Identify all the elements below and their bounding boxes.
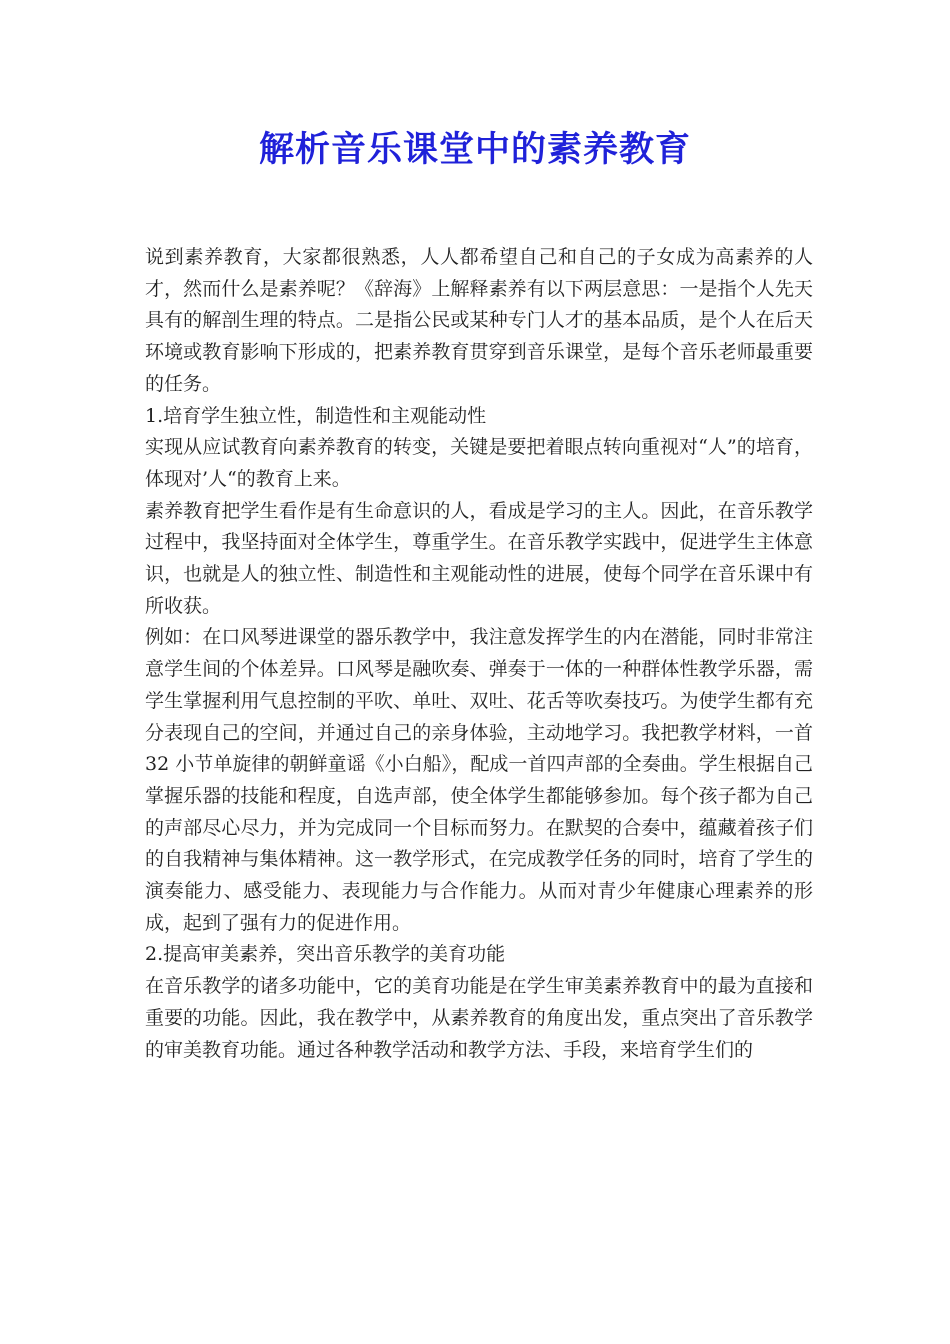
section-heading-1: 1.培育学生独立性，制造性和主观能动性 xyxy=(145,404,487,427)
document-title: 解析音乐课堂中的素养教育 xyxy=(258,130,691,170)
paragraph: 在音乐教学的诸多功能中，它的美育功能是在学生审美素养教育中的最为直接和重要的功能。因此，我在教学中，从素养教育的角度出发，重点突出了音乐教学的审美教育功能。通过各种教学活动和教学方法、手段，来培育学生们的 xyxy=(145,975,813,1061)
section-heading-2: 2.提高审美素养，突出音乐教学的美育功能 xyxy=(145,943,506,966)
paragraph-intro: 说到素养教育，大家都很熟悉，人人都希望自己和自己的子女成为高素养的人才，然而什么是素养呢？《辞海》上解释素养有以下两层意思：一是指个人先天具有的解剖生理的特点。二是指公民或某种专门人才的基本品质，是个人在后天环境或教育影响下形成的，把素养教育贯穿到音乐课堂，是每个音乐老师最重要的任务。 xyxy=(145,246,813,395)
paragraph: 素养教育把学生看作是有生命意识的人，看成是学习的主人。因此，在音乐教学过程中，我坚持面对全体学生，尊重学生。在音乐教学实践中，促进学生主体意识，也就是人的独立性、制造性和主观能动性的进展，使每个同学在音乐课中有所收获。 xyxy=(145,499,813,617)
paragraph-example: 例如：在口风琴进课堂的器乐教学中，我注意发挥学生的内在潜能，同时非常注意学生间的个体差异。口风琴是融吹奏、弹奏于一体的一种群体性教学乐器，需学生掌握利用气息控制的平吹、单吐、双吐、花舌等吹奏技巧。为使学生都有充分表现自己的空间，并通过自己的亲身体验，主动地学习。我把教学材料，一首 32 小节单旋律的朝鲜童谣《小白船》，配成一首四声部的全奏曲。学生根据自己掌握乐器的技能和程度，自选声部，使全体学生都能够参加。每个孩子都为自己的声部尽心尽力，并为完成同一个目标而努力。在默契的合奏中，蕴藏着孩子们的自我精神与集体精神。这一教学形式，在完成教学任务的同时，培育了学生的演奏能力、感受能力、表现能力与合作能力。从而对青少年健康心理素养的形成，起到了强有力的促进作用。 xyxy=(145,626,813,934)
paragraph: 实现从应试教育向素养教育的转变，关键是要把着眼点转向重视对“人”的培育，体现对’人“的教育上来。 xyxy=(145,436,813,490)
document-body xyxy=(145,242,813,1066)
